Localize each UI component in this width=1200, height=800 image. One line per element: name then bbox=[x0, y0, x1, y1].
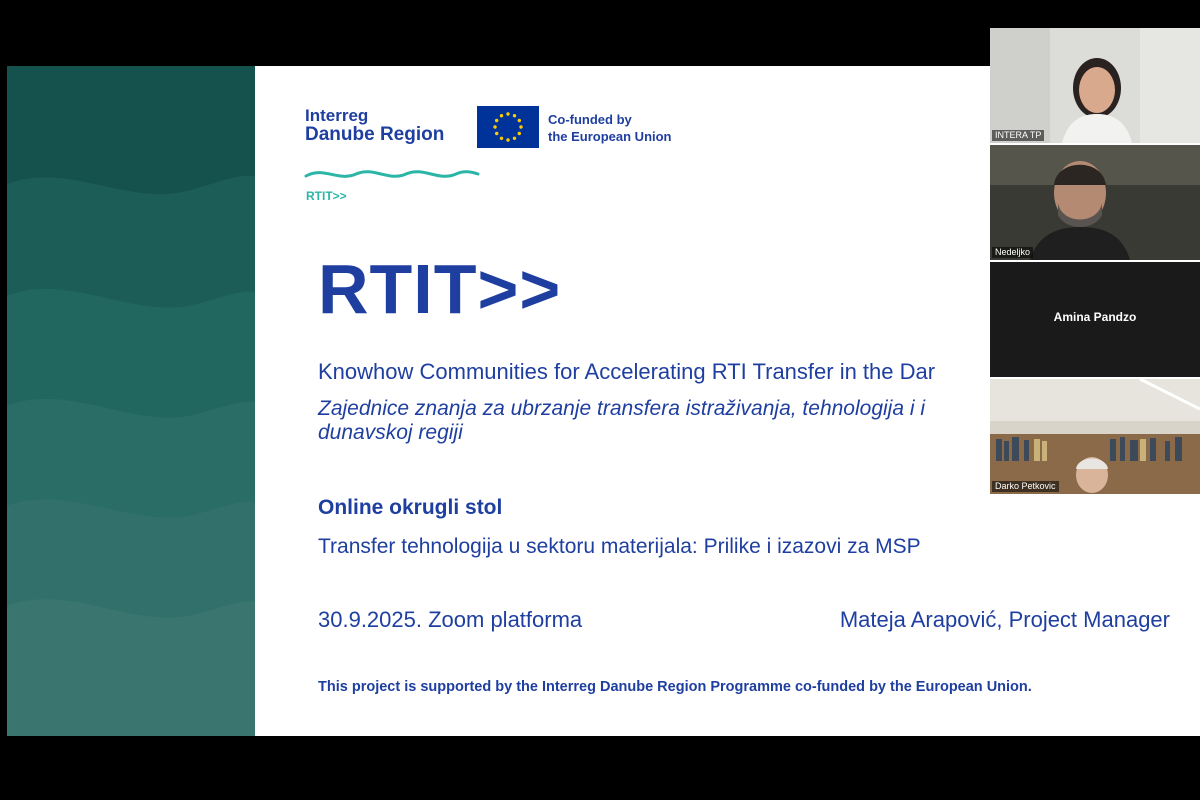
participant-tile-4[interactable] bbox=[990, 379, 1200, 494]
interreg-logo bbox=[305, 107, 444, 144]
event-date: 30.9.2025. Zoom platforma bbox=[318, 607, 583, 632]
slide-subtitle-hr: Zajednice znanja za ubrzanje transfera istraživanja, tehnologija i i dunavskoj regiji bbox=[318, 397, 926, 444]
participant-name-3: Amina Pandzo bbox=[1053, 310, 1137, 324]
participant-tile-1[interactable] bbox=[990, 28, 1200, 143]
eu-line2: the European Union bbox=[548, 129, 672, 144]
slide-subtitle-en: Knowhow Communities for Accelerating RTI Transfer in the Dar bbox=[318, 359, 936, 384]
participant-name-4: Darko Petkovic bbox=[992, 481, 1059, 492]
participant-video-4 bbox=[990, 379, 1200, 494]
event-type: Online okrugli stol bbox=[318, 496, 503, 519]
presenter-name: Mateja Arapović, Project Manager bbox=[839, 607, 1170, 632]
rtit-small-logo: RTIT>> bbox=[306, 189, 347, 203]
slide-main-title: RTIT>> bbox=[318, 250, 562, 328]
participant-name-1: INTERA TP bbox=[992, 130, 1044, 141]
participant-tile-3[interactable] bbox=[990, 262, 1200, 377]
eu-line1: Co-funded by bbox=[548, 112, 632, 127]
eu-cofunded-text bbox=[548, 111, 672, 145]
eu-flag-icon bbox=[477, 106, 539, 148]
event-topic: Transfer tehnologija u sektoru materijala: Prilike i izazovi za MSP bbox=[318, 535, 921, 558]
wave-decoration bbox=[7, 66, 255, 736]
interreg-logo-line1: Interreg bbox=[305, 106, 369, 125]
participant-name-2: Nedeljko bbox=[992, 247, 1033, 258]
funding-note: This project is supported by the Interreg Danube Region Programme co-funded by the European Union. bbox=[318, 679, 1032, 695]
participant-video-1 bbox=[990, 28, 1200, 143]
participant-tile-2[interactable] bbox=[990, 145, 1200, 260]
interreg-logo-line2: Danube Region bbox=[305, 124, 445, 145]
participant-video-2 bbox=[990, 145, 1200, 260]
logo-wave-line bbox=[304, 164, 480, 184]
